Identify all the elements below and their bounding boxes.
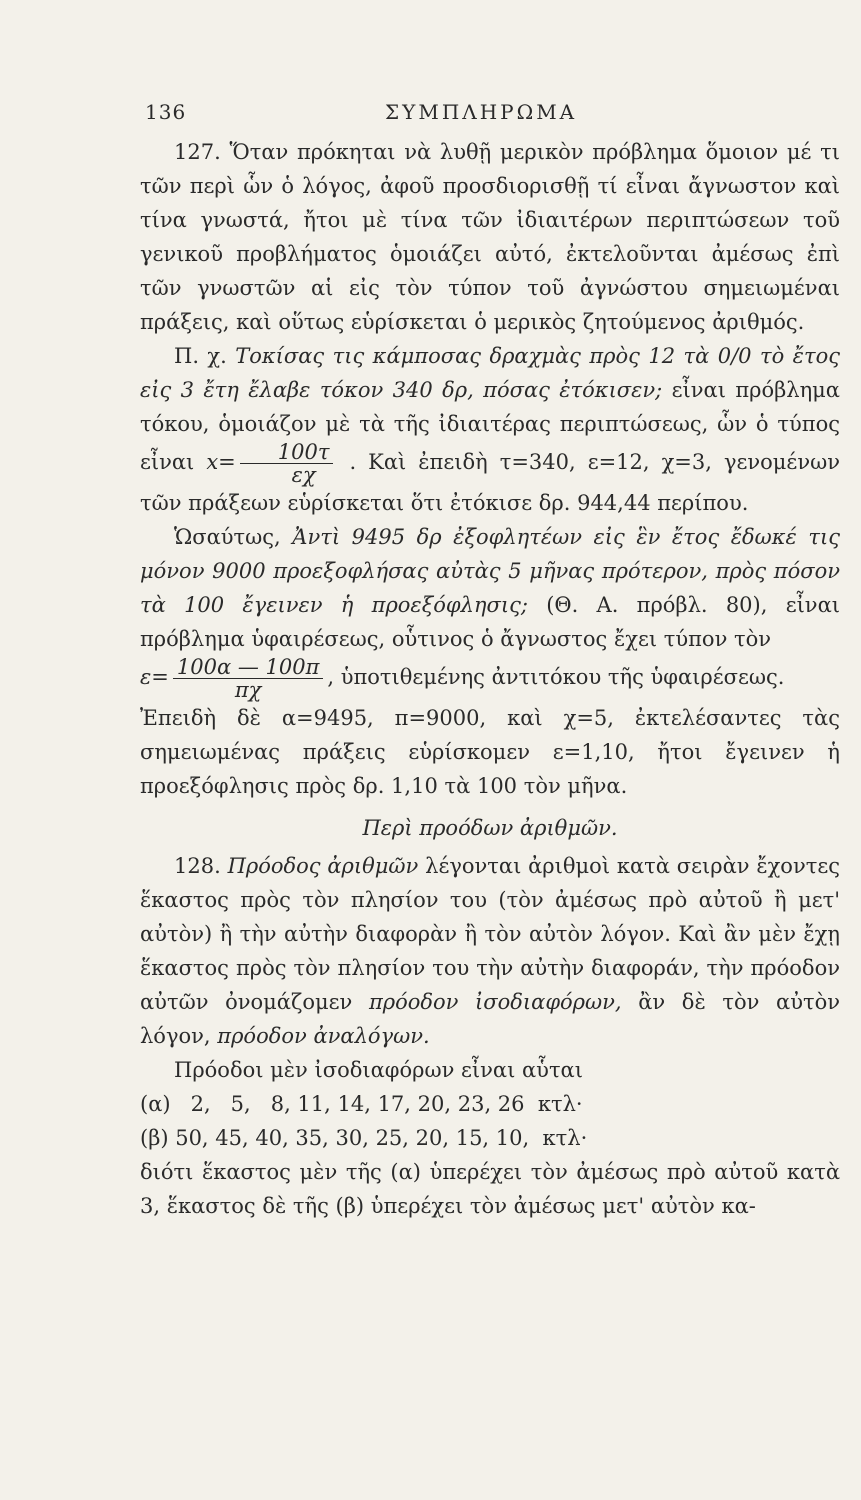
example-1-result: χ=3, γενομένων τῶν πράξεων εὑρίσκεται ὅτι ἐτόκισε δρ. 944,44 περίπου. [140,450,840,515]
page-body [140,135,840,1223]
example-2-problem: Ἀντὶ 9495 δρ ἐξοφλητέων εἰς ἓν ἔτος ἔδωκέ τις μόνον 9000 προεξοφλήσας αὐτὰς 5 μῆνας πρότερον, πρὸς πόσον τὰ 100 ἔγεινεν ἡ προεξόφλησις; [140,525,840,617]
term-arithmetic: πρόοδον ἰσοδιαφόρων, [368,990,622,1014]
sequence-b: (β) 50, 45, 40, 35, 30, 25, 20, 15, 10, κτλ· [140,1126,588,1150]
paragraph-number: 128. [174,854,221,878]
formula-interest: x= $\frac{100\tau}{\varepsilon\chi}$ [206,450,349,474]
formula-2-numerator: 100α — 100π [173,656,324,679]
formula-followup: . Καὶ ἐπειδὴ τ=340, ε=12, [349,450,650,474]
page-header [145,90,835,130]
term-progression: Πρόοδος ἀριθμῶν [227,854,419,878]
example-1 [140,339,840,520]
paragraph-127: 127. Ὅταν πρόκηται νὰ λυθῇ μερικὸν πρόβλημα ὅμοιον μέ τι τῶν περὶ ὧν ὁ λόγος, ἀφοῦ προσδιορισθῇ τί εἶναι ἄγνωστον καὶ τίνα γνωστά, ἤτοι μὲ τίνα τῶν ἰδιαιτέρων περιπτώσεων τοῦ γενικοῦ προβλήματος ὁμοιάζει αὐτό, ἐκτελοῦνται ἀμέσως ἐπὶ τῶν γνωστῶν αἱ εἰς τὸν τύπον τοῦ ἀγνώστου σημειωμέναι πράξεις, καὶ οὕτως εὑρίσκεται ὁ μερικὸς ζητούμενος ἀριθμός. [140,140,840,334]
term-geometric: πρόοδον ἀναλόγων. [217,1024,430,1048]
formula-denominator: εχ [291,463,316,487]
formula-numerator: 100τ [240,441,334,464]
formula-2-followup: , ὑποτιθεμένης ἀντιτόκου τῆς ὑφαιρέσεως. [327,665,785,689]
sequence-a: (α) 2, 5, 8, 11, 14, 17, 20, 23, 26 κτλ· [140,1092,583,1116]
example-lead: Π. χ. [174,344,227,368]
example-2-text: εἶναι πρόβλημα ὑφαιρέσεως, οὗτινος ὁ ἄγνωστος ἔχει τύπον τὸν [140,593,840,651]
example-1-problem: Τοκίσας τις κάμποσας δραχμὰς πρὸς 12 τὰ 0/0 τὸ ἔτος εἰς 3 ἔτη ἔλαβε τόκον 340 δρ, πόσας ἐτόκισεν; [140,344,840,402]
definition-text-2: ἂν δὲ τὸν αὐτὸν λόγον, [140,990,840,1048]
running-title: ΣΥΜΠΛΗΡΩΜΑ [385,100,578,124]
example-2-lead: Ὡσαύτως, [174,525,281,549]
example-2-ref: (Θ. Α. πρόβλ. 80), [546,593,768,617]
section-title: Περὶ προόδων ἀριθμῶν. [362,816,618,840]
formula-2-denominator: πχ [234,678,262,702]
example-1-text: εἶναι πρόβλημα τόκου, ὁμοιάζον μὲ τὰ τῆς ἰδιαιτέρας περιπτώσεως, ὧν ὁ τύπος εἶναι [140,378,840,474]
sequences-intro: Πρόοδοι μὲν ἰσοδιαφόρων εἶναι αὗται [174,1058,583,1082]
explanation: διότι ἕκαστος μὲν τῆς (α) ὑπερέχει τὸν ἀμέσως πρὸ αὐτοῦ κατὰ 3, ἕκαστος δὲ τῆς (β) ὑπερέχει τὸν ἀμέσως μετ' αὐτὸν κα- [140,1160,840,1218]
page-number: 136 [145,100,187,124]
example-2-result: Ἐπειδὴ δὲ α=9495, π=9000, καὶ χ=5, ἐκτελέσαντες τὰς σημειωμένας πράξεις εὑρίσκομεν ε=1,10, ἤτοι ἔγεινεν ἡ προεξόφλησις πρὸς δρ. 1,10 τὰ 100 τὸν μῆνα. [140,706,840,798]
definition-text: λέγονται ἀριθμοὶ κατὰ σειρὰν ἔχοντες ἕκαστος πρὸς τὸν πλησίον του (τὸν ἀμέσως πρὸ αὐτοῦ ἢ μετ' αὐτὸν) ἢ τὴν αὐτὴν διαφορὰν ἢ τὸν αὐτὸν λόγον. Καὶ ἂν μὲν ἔχῃ ἕκαστος πρὸς τὸν πλησίον του τὴν αὐτὴν διαφοράν, τὴν πρόοδον αὐτῶν ὀνομάζομεν [140,854,840,1014]
example-2 [140,520,840,656]
paragraph-128 [140,849,840,1053]
example-2-formula-line: ε= $\frac{100\alpha — 100\pi}{\pi\chi}$ , ὑποτιθεμένης ἀντιτόκου τῆς ὑφαιρέσεως. [140,655,785,702]
